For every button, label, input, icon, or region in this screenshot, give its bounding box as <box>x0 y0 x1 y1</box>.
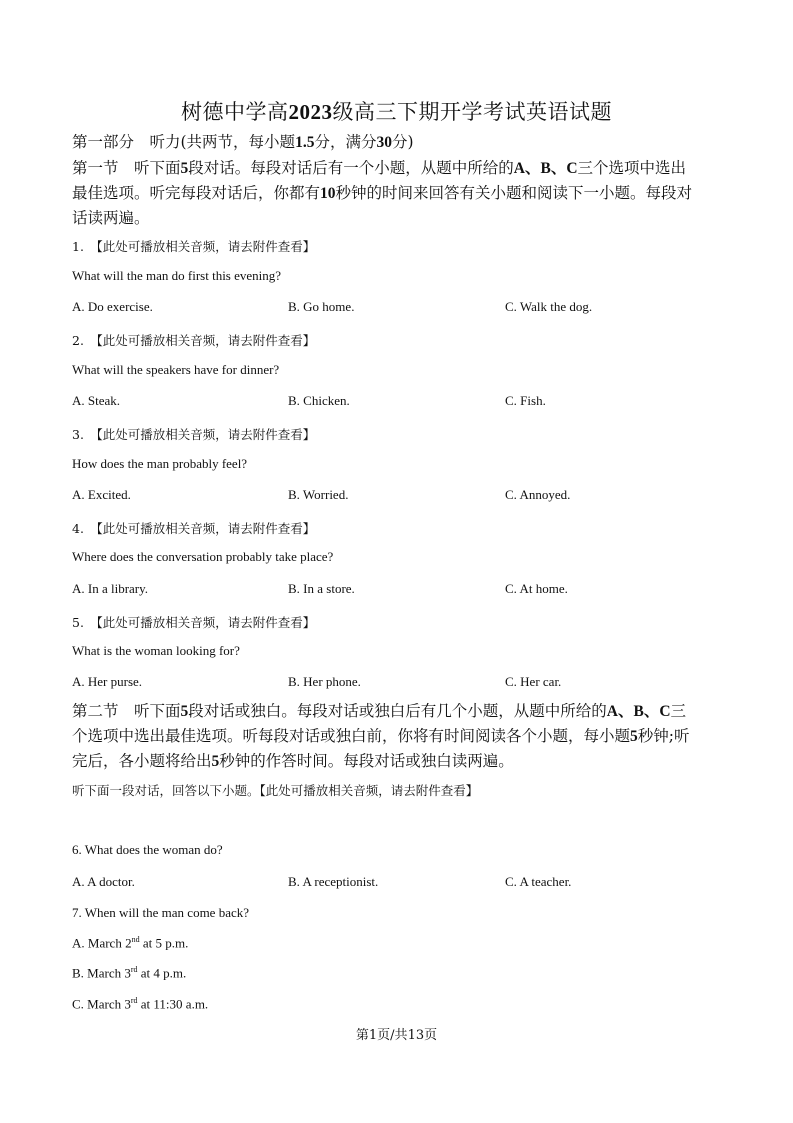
question-5-options <box>0 674 793 692</box>
question-3-options <box>0 487 793 505</box>
option-c: C. A teacher. <box>505 874 572 889</box>
question-4-options <box>0 581 793 599</box>
question-3-audio: 3. 【此处可播放相关音频，请去附件查看】 <box>72 427 316 442</box>
option-c: C. At home. <box>505 581 568 596</box>
option-a: A. Excited. <box>72 487 131 502</box>
question-3-text: How does the man probably feel? <box>72 456 248 471</box>
option-b: B. In a store. <box>288 581 355 596</box>
option-a: A. Her purse. <box>72 674 143 689</box>
part1-heading: 第一部分 听力(共两节，每小题1.5分，满分30分) <box>72 133 414 151</box>
option-a: A. Steak. <box>72 393 121 408</box>
question-1-text: What will the man do first this evening? <box>72 268 282 283</box>
question-2-text: What will the speakers have for dinner? <box>72 362 280 377</box>
question-5-audio: 5. 【此处可播放相关音频，请去附件查看】 <box>72 615 316 630</box>
section2-instructions: 第二节 听下面5段对话或独白。每段对话或独白后有几个小题，从题中所给的A、B、C三 个选项中选出最佳选项。听每段对话或独白前，你将有时间阅读各个小题，每小题5秒钟;听 完后，各小题将给出5秒钟的作答时间。每段对话或独白读两遍。 <box>72 702 690 770</box>
question-7-option-b: B. March 3rd at 4 p.m. <box>72 965 187 981</box>
question-2-options <box>0 393 793 411</box>
question-7-option-a: A. March 2nd at 5 p.m. <box>72 935 189 951</box>
exam-title: 树德中学高2023级高三下期开学考试英语试题 <box>181 100 612 124</box>
question-1-audio: 1. 【此处可播放相关音频，请去附件查看】 <box>72 239 316 254</box>
question-6-text: 6. What does the woman do? <box>72 842 223 857</box>
section2-intro: 听下面一段对话，回答以下小题。【此处可播放相关音频，请去附件查看】 <box>72 783 479 798</box>
option-b: B. A receptionist. <box>288 874 379 889</box>
question-6-options <box>0 874 793 892</box>
option-c: C. Fish. <box>505 393 546 408</box>
option-c: C. Annoyed. <box>505 487 571 502</box>
option-b: B. Chicken. <box>288 393 350 408</box>
question-4-audio: 4. 【此处可播放相关音频，请去附件查看】 <box>72 521 316 536</box>
page-footer: 第1页/共13页 <box>355 1028 438 1043</box>
option-c: C. Walk the dog. <box>505 299 593 314</box>
option-b: B. Her phone. <box>288 674 361 689</box>
question-7-option-c: C. March 3rd at 11:30 a.m. <box>72 996 209 1012</box>
question-2-audio: 2. 【此处可播放相关音频，请去附件查看】 <box>72 333 316 348</box>
option-a: A. Do exercise. <box>72 299 153 314</box>
option-b: B. Go home. <box>288 299 355 314</box>
option-c: C. Her car. <box>505 674 562 689</box>
question-4-text: Where does the conversation probably take place? <box>72 549 334 564</box>
question-7-text: 7. When will the man come back? <box>72 905 250 920</box>
option-a: A. In a library. <box>72 581 149 596</box>
section1-instructions: 第一节 听下面5段对话。每段对话后有一个小题，从题中所给的A、B、C三个选项中选出 最佳选项。听完每段对话后，你都有10秒钟的时间来回答有关小题和阅读下一小题。每段对 话读两遍。 <box>72 159 693 227</box>
option-b: B. Worried. <box>288 487 349 502</box>
option-a: A. A doctor. <box>72 874 135 889</box>
question-1-options <box>0 299 793 317</box>
question-5-text: What is the woman looking for? <box>72 643 240 658</box>
